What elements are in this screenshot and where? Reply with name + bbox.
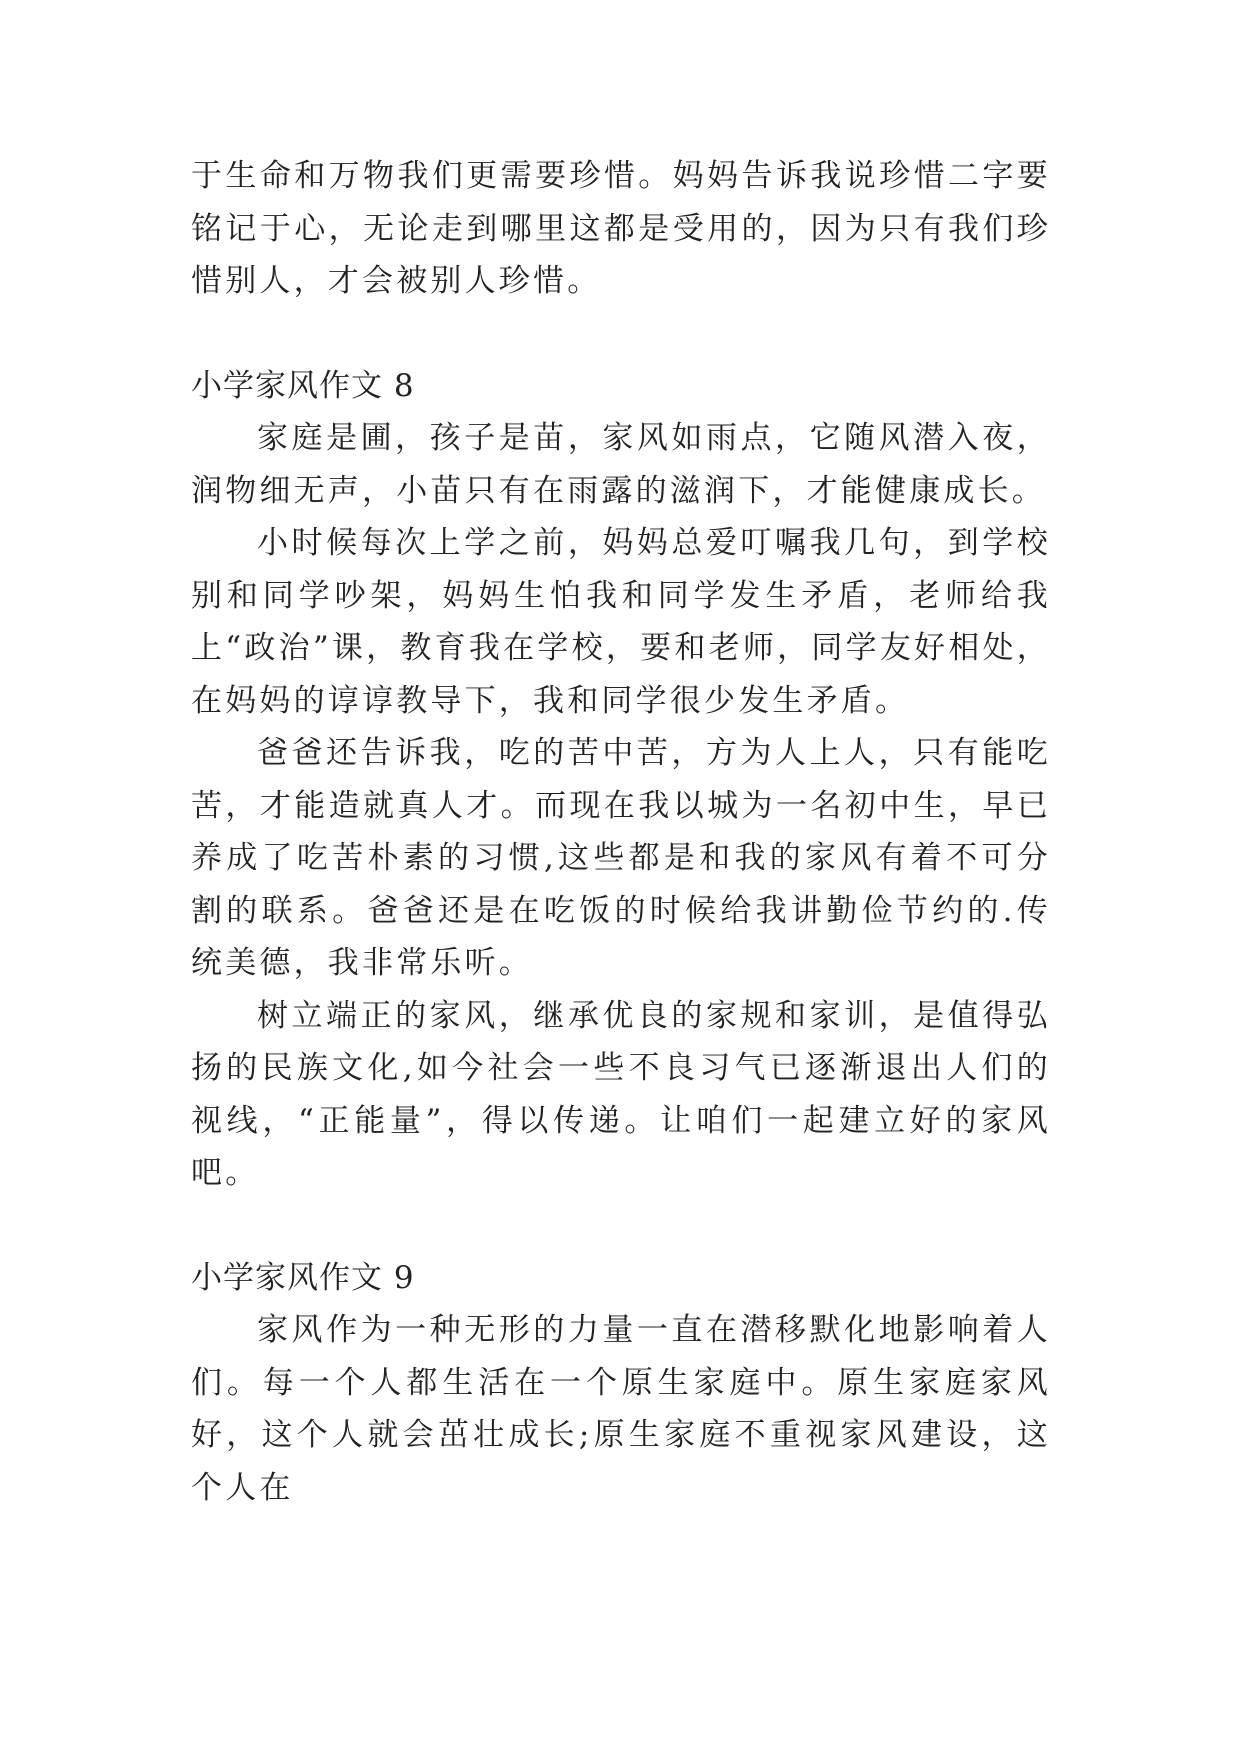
section-9-paragraph-1: 家风作为一种无形的力量一直在潜移默化地影响着人们。每一个人都生活在一个原生家庭中。原生家庭家风好，这个人就会茁壮成长;原生家庭不重视家风建设，这个人在: [191, 1312, 1051, 1506]
section-heading-9: 小学家风作文 9: [191, 1259, 415, 1296]
intro-paragraph: 于生命和万物我们更需要珍惜。妈妈告诉我说珍惜二字要铭记于心，无论走到哪里这都是受用的，因为只有我们珍惜别人，才会被别人珍惜。: [191, 158, 1051, 299]
document-body: [191, 150, 1051, 1514]
section-spacer: [191, 1200, 1051, 1252]
section-8-paragraph-2: 小时候每次上学之前，妈妈总爱叮嘱我几句，到学校别和同学吵架，妈妈生怕我和同学发生矛盾，老师给我上“政治”课，教育我在学校，要和老师，同学友好相处，在妈妈的谆谆教导下，我和同学很少发生矛盾。: [191, 525, 1051, 719]
section-spacer: [191, 308, 1051, 360]
section-heading-8: 小学家风作文 8: [191, 367, 415, 404]
section-8-paragraph-1: 家庭是圃，孩子是苗，家风如雨点，它随风潜入夜，润物细无声，小苗只有在雨露的滋润下，才能健康成长。: [191, 420, 1051, 509]
section-8-paragraph-4: 树立端正的家风，继承优良的家规和家训，是值得弘扬的民族文化,如今社会一些不良习气已逐渐退出人们的视线，“正能量”，得以传递。让咱们一起建立好的家风吧。: [191, 997, 1051, 1191]
section-8-paragraph-3: 爸爸还告诉我，吃的苦中苦，方为人上人，只有能吃苦，才能造就真人才。而现在我以城为一名初中生，早已养成了吃苦朴素的习惯,这些都是和我的家风有着不可分割的联系。爸爸还是在吃饭的时候给我讲勤俭节约的.传统美德，我非常乐听。: [191, 735, 1051, 981]
